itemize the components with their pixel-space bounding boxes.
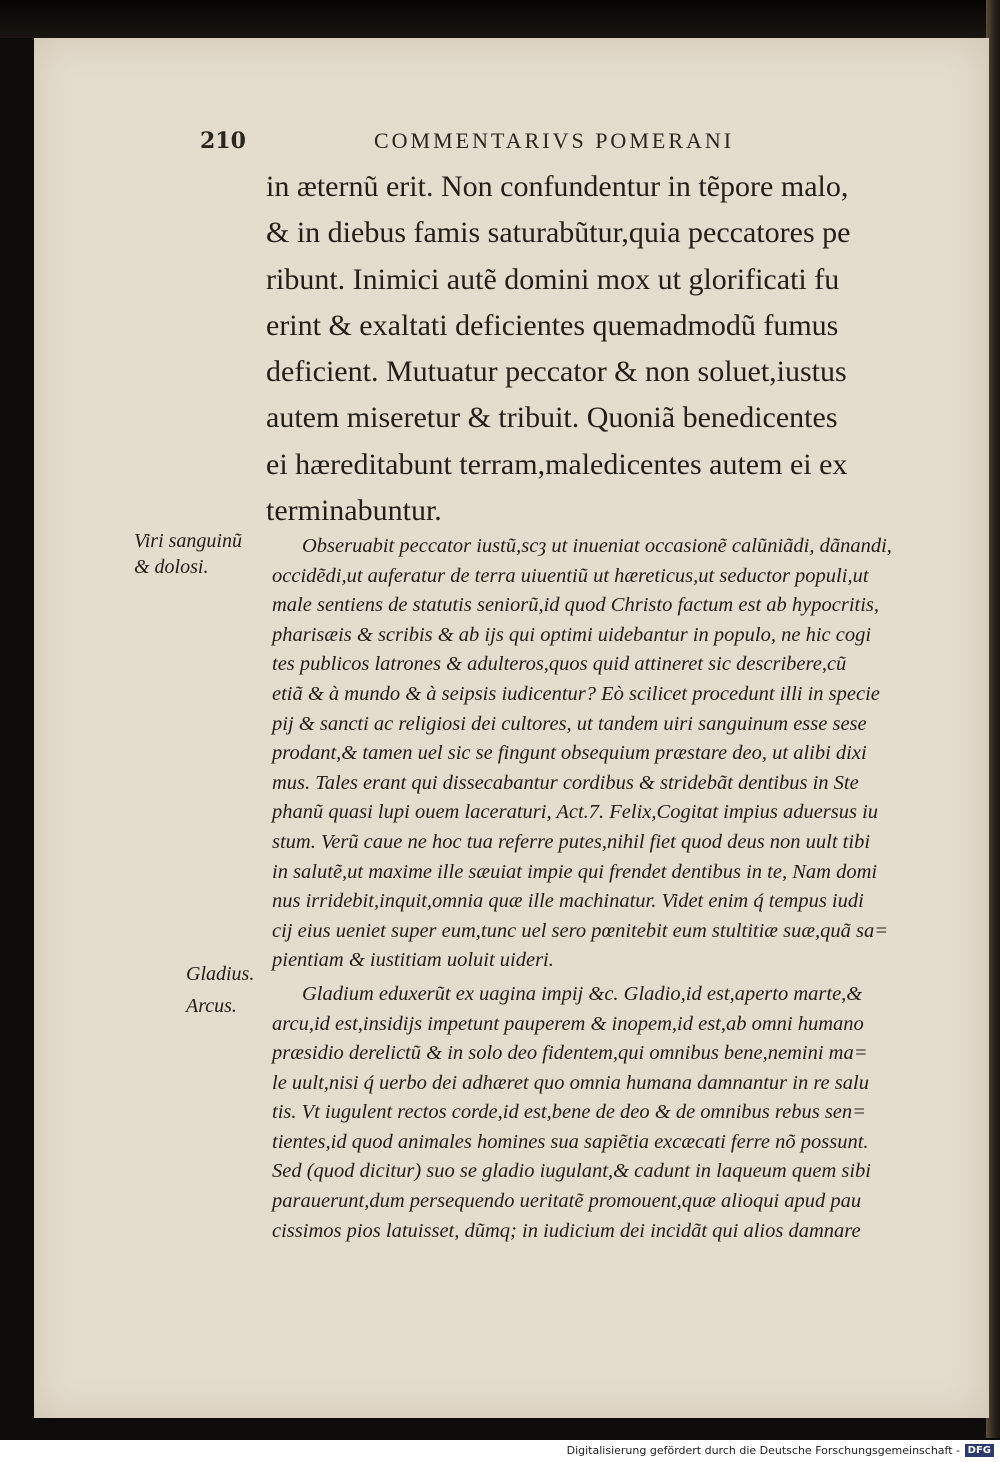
commentary-line: præsidio derelictũ & in solo deo fidentem,qui omnibus bene,nemini ma=: [272, 1042, 868, 1065]
funding-notice: Digitalisierung gefördert durch die Deutsche Forschungsgemeinschaft -: [566, 1444, 960, 1457]
commentary-line: pientiam & iustitiam uoluit uideri.: [272, 949, 554, 972]
commentary-line: in salutẽ,ut maxime ille sæuiat impie qui frendet dentibus in te, Nam domi: [272, 860, 878, 883]
commentary-line: pharisæis & scribis & ab ijs qui optimi uidebantur in populo, ne hic cogi: [272, 623, 872, 646]
marginal-line: Arcus.: [186, 995, 237, 1017]
psalm-line: deficient. Mutuatur peccator & non soluet,iustus: [266, 355, 847, 389]
marginal-line: Gladius.: [186, 963, 255, 985]
psalm-line: erint & exaltati deficientes quemadmodũ fumus: [266, 308, 839, 342]
commentary-block: [272, 532, 962, 1246]
marginal-note-gladius-arcus: [186, 958, 254, 1022]
commentary-line: mus. Tales erant qui dissecabantur cordibus & stridebãt dentibus in Ste: [272, 771, 859, 794]
commentary-line: cij eius ueniet super eum,tunc uel sero pœnitebit eum stultitiæ suæ,quã sa=: [272, 919, 889, 942]
page-header: [34, 128, 986, 158]
psalm-line: terminabuntur.: [266, 494, 442, 528]
running-head: COMMENTARIVS POMERANI: [374, 128, 735, 153]
commentary-line: phanũ quasi lupi ouem laceraturi, Act.7. Felix,Cogitat impius aduersus iu: [272, 801, 879, 824]
commentary-line: parauerunt,dum persequendo ueritatẽ promouent,quæ alioqui apud pau: [272, 1190, 862, 1213]
dfg-logo: DFG: [965, 1444, 994, 1457]
commentary-line: Sed (quod dicitur) suo se gladio iugulant,& cadunt in laqueum quem sibi: [272, 1160, 872, 1183]
marginal-note-viri-sanguinum: [134, 528, 242, 580]
page-number: 210: [200, 128, 246, 154]
commentary-paragraph-2: [272, 980, 962, 1246]
psalm-text-block: [266, 164, 956, 534]
marginal-line: Viri sanguinũ: [134, 530, 242, 552]
commentary-line: Obseruabit peccator iustũ,scȝ ut inueniat occasionẽ calũniãdi, dãnandi,: [302, 535, 892, 557]
commentary-line: stum. Verũ caue ne hoc tua referre putes,nihil fiet quod deus non uult tibi: [272, 830, 871, 853]
commentary-line: pij & sancti ac religiosi dei cultores, ut tandem uiri sanguinum esse sese: [272, 712, 867, 735]
psalm-line: & in diebus famis saturabũtur,quia peccatores pe: [266, 216, 851, 250]
commentary-line: le uult,nisi q́ uerbo dei adhæret quo omnia humana damnantur in re salu: [272, 1071, 869, 1094]
scan-top-edge: [0, 0, 1000, 38]
psalm-line: ribunt. Inimici autẽ domini mox ut glorificati fu: [266, 262, 840, 296]
commentary-paragraph-1: [272, 532, 962, 976]
commentary-line: arcu,id est,insidijs impetunt pauperem & inopem,id est,ab omni humano: [272, 1012, 864, 1035]
commentary-line: male sentiens de statutis seniorũ,id quod Christo factum est ab hypocritis,: [272, 594, 880, 617]
psalm-line: ei hæreditabunt terram,maledicentes autem ei ex: [266, 447, 848, 481]
commentary-line: tientes,id quod animales homines sua sapiẽtia excæcati ferre nõ possunt.: [272, 1130, 869, 1153]
digitization-footer: [0, 1440, 1000, 1462]
commentary-line: nus irridebit,inquit,omnia quæ ille machinatur. Videt enim q́ tempus iudi: [272, 890, 864, 913]
book-page: [34, 38, 989, 1418]
commentary-line: prodant,& tamen uel sic se fingunt obsequium præstare deo, ut alibi dixi: [272, 742, 867, 765]
marginal-line: & dolosi.: [134, 556, 209, 578]
psalm-line: autem miseretur & tribuit. Quoniã benedicentes: [266, 401, 838, 435]
commentary-line: tes publicos latrones & adulteros,quos quid attineret sic describere,cũ: [272, 653, 847, 676]
psalm-line: in æternũ erit. Non confundentur in tẽpore malo,: [266, 170, 849, 203]
commentary-line: Gladium eduxerũt ex uagina impij &c. Gladio,id est,aperto marte,&: [302, 982, 863, 1005]
commentary-line: tis. Vt iugulent rectos corde,id est,bene de deo & de omnibus rebus sen=: [272, 1101, 866, 1124]
commentary-line: etiã & à mundo & à seipsis iudicentur? Eò scilicet procedunt illi in specie: [272, 682, 880, 705]
commentary-line: cissimos pios latuisset, dũmq; in iudicium dei incidãt qui alios damnare: [272, 1219, 861, 1242]
commentary-line: occidẽdi,ut auferatur de terra uiuentiũ ut hæreticus,ut seductor populi,ut: [272, 564, 869, 587]
